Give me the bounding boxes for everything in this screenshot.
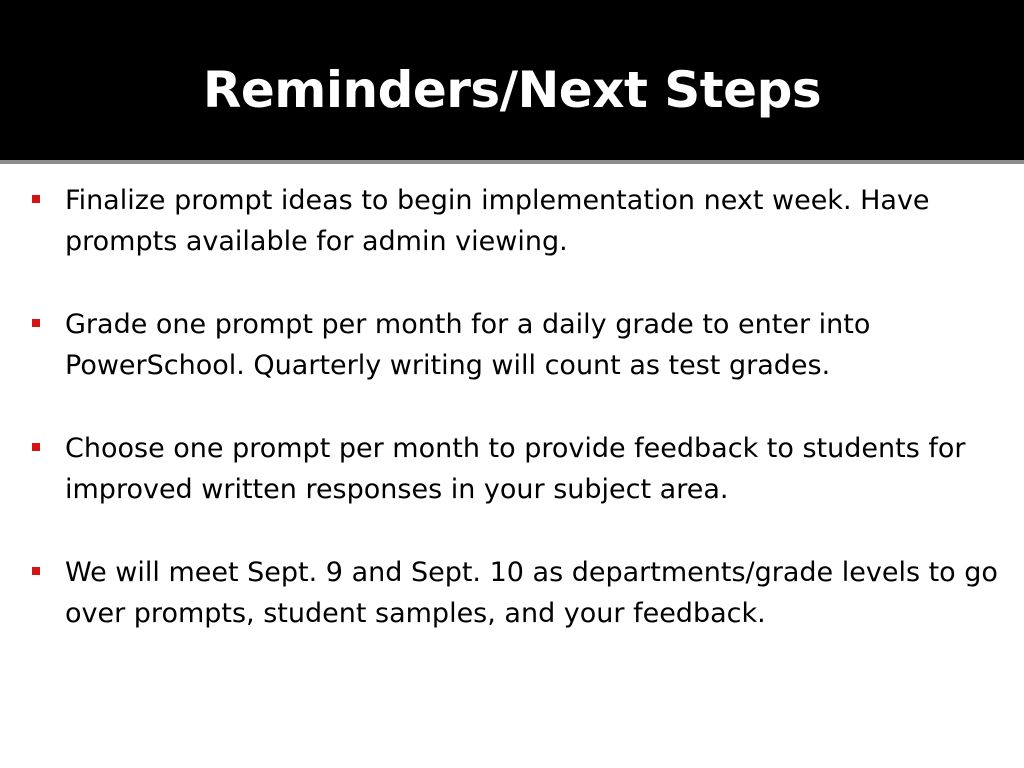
square-bullet-icon bbox=[32, 319, 40, 327]
bullet-item-4 bbox=[30, 552, 1005, 634]
bullet-list bbox=[30, 180, 1005, 676]
bullet-text-4: We will meet Sept. 9 and Sept. 10 as departments/grade levels to go over prompts, student samples, and your feedback. bbox=[65, 557, 998, 629]
bullet-text-1: Finalize prompt ideas to begin implementation next week. Have prompts available for admin viewing. bbox=[65, 185, 930, 257]
bullet-item-2 bbox=[30, 304, 1005, 386]
slide-title: Reminders/Next Steps bbox=[202, 61, 822, 119]
bullet-item-3 bbox=[30, 428, 1005, 510]
square-bullet-icon bbox=[32, 195, 40, 203]
bullet-item-1 bbox=[30, 180, 1005, 262]
square-bullet-icon bbox=[32, 443, 40, 451]
title-band bbox=[0, 0, 1024, 160]
bullet-text-2: Grade one prompt per month for a daily grade to enter into PowerSchool. Quarterly writing will count as test grades. bbox=[65, 309, 871, 381]
square-bullet-icon bbox=[32, 567, 40, 575]
bullet-text-3: Choose one prompt per month to provide feedback to students for improved written responses in your subject area. bbox=[65, 433, 966, 505]
slide-body bbox=[0, 166, 1024, 768]
